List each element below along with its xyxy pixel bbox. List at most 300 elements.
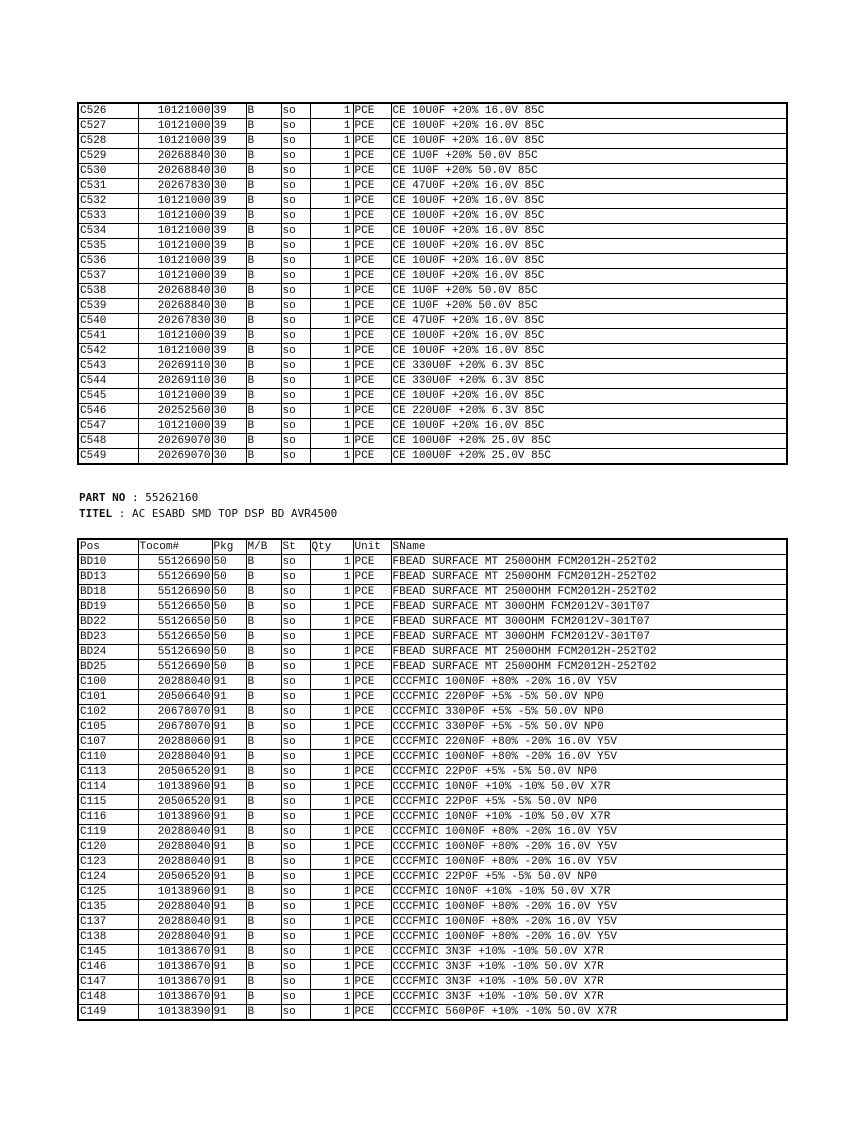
cell-unit: PCE <box>353 344 391 359</box>
table-row <box>78 885 787 900</box>
cell-st: so <box>281 254 310 269</box>
cell-st: so <box>281 374 310 389</box>
cell-tocom: 20506520 <box>138 870 212 885</box>
cell-st: so <box>281 194 310 209</box>
table-row <box>78 404 787 419</box>
cell-tocom: 20288040 <box>138 915 212 930</box>
cell-qty: 1 <box>310 735 353 750</box>
cell-sname: CE 10U0F +20% 16.0V 85C <box>391 209 787 224</box>
cell-qty: 1 <box>310 344 353 359</box>
cell-unit: PCE <box>353 314 391 329</box>
cell-unit: PCE <box>353 900 391 915</box>
cell-mb: B <box>246 194 281 209</box>
cell-pkg: 39 <box>212 269 246 284</box>
cell-unit: PCE <box>353 209 391 224</box>
cell-sname: CE 10U0F +20% 16.0V 85C <box>391 254 787 269</box>
cell-qty: 1 <box>310 930 353 945</box>
cell-qty: 1 <box>310 915 353 930</box>
cell-tocom: 10121000 <box>138 239 212 254</box>
cell-st: so <box>281 825 310 840</box>
cell-st: so <box>281 675 310 690</box>
table-row <box>78 164 787 179</box>
cell-pos: BD13 <box>78 570 138 585</box>
cell-sname: CCCFMIC 330P0F +5% -5% 50.0V NP0 <box>391 720 787 735</box>
cell-unit: PCE <box>353 149 391 164</box>
cell-pos: C125 <box>78 885 138 900</box>
cell-mb: B <box>246 329 281 344</box>
cell-unit: PCE <box>353 750 391 765</box>
cell-pos: C102 <box>78 705 138 720</box>
cell-mb: B <box>246 209 281 224</box>
table-row <box>78 134 787 149</box>
cell-tocom: 55126650 <box>138 615 212 630</box>
cell-mb: B <box>246 840 281 855</box>
cell-st: so <box>281 705 310 720</box>
cell-mb: B <box>246 344 281 359</box>
cell-pos: C101 <box>78 690 138 705</box>
cell-tocom: 10121000 <box>138 209 212 224</box>
cell-sname: FBEAD SURFACE MT 300OHM FCM2012V-301T07 <box>391 600 787 615</box>
table-row <box>78 825 787 840</box>
cell-tocom: 55126690 <box>138 645 212 660</box>
cell-tocom: 10138960 <box>138 885 212 900</box>
part-number-label: PART NO <box>79 491 126 504</box>
cell-qty: 1 <box>310 585 353 600</box>
cell-sname: FBEAD SURFACE MT 2500OHM FCM2012H-252T02 <box>391 645 787 660</box>
cell-pkg: 50 <box>212 555 246 570</box>
cell-mb: B <box>246 164 281 179</box>
table-row <box>78 119 787 134</box>
cell-sname: CCCFMIC 22P0F +5% -5% 50.0V NP0 <box>391 765 787 780</box>
cell-tocom: 10121000 <box>138 194 212 209</box>
cell-sname: CCCFMIC 10N0F +10% -10% 50.0V X7R <box>391 810 787 825</box>
table-row <box>78 299 787 314</box>
cell-tocom: 20268840 <box>138 299 212 314</box>
cell-unit: PCE <box>353 389 391 404</box>
cell-pos: C530 <box>78 164 138 179</box>
cell-unit: PCE <box>353 690 391 705</box>
cell-pkg: 91 <box>212 840 246 855</box>
cell-pkg: 30 <box>212 404 246 419</box>
table-row <box>78 149 787 164</box>
cell-sname: CE 100U0F +20% 25.0V 85C <box>391 434 787 449</box>
cell-tocom: 55126690 <box>138 570 212 585</box>
cell-unit: PCE <box>353 329 391 344</box>
col-header-sname: SName <box>391 539 787 555</box>
cell-sname: FBEAD SURFACE MT 2500OHM FCM2012H-252T02 <box>391 570 787 585</box>
cell-tocom: 10121000 <box>138 134 212 149</box>
cell-tocom: 10121000 <box>138 254 212 269</box>
cell-pos: C534 <box>78 224 138 239</box>
cell-pos: C124 <box>78 870 138 885</box>
bom-table-continued <box>77 102 788 465</box>
table-row <box>78 810 787 825</box>
cell-qty: 1 <box>310 990 353 1005</box>
cell-pos: C545 <box>78 389 138 404</box>
cell-tocom: 20288040 <box>138 900 212 915</box>
cell-tocom: 20269110 <box>138 374 212 389</box>
col-header-pos: Pos <box>78 539 138 555</box>
cell-unit: PCE <box>353 720 391 735</box>
cell-tocom: 20269070 <box>138 434 212 449</box>
cell-tocom: 20269070 <box>138 449 212 465</box>
cell-tocom: 55126690 <box>138 555 212 570</box>
cell-qty: 1 <box>310 975 353 990</box>
table-row <box>78 945 787 960</box>
cell-sname: CE 47U0F +20% 16.0V 85C <box>391 314 787 329</box>
bom-table-body <box>78 555 787 1021</box>
cell-pkg: 30 <box>212 374 246 389</box>
cell-tocom: 20288040 <box>138 840 212 855</box>
cell-st: so <box>281 555 310 570</box>
table-row <box>78 209 787 224</box>
cell-qty: 1 <box>310 720 353 735</box>
cell-pkg: 50 <box>212 585 246 600</box>
cell-pkg: 91 <box>212 705 246 720</box>
cell-sname: CCCFMIC 100N0F +80% -20% 16.0V Y5V <box>391 915 787 930</box>
cell-qty: 1 <box>310 945 353 960</box>
cell-qty: 1 <box>310 855 353 870</box>
cell-tocom: 10138670 <box>138 975 212 990</box>
cell-qty: 1 <box>310 825 353 840</box>
cell-pkg: 39 <box>212 254 246 269</box>
cell-pkg: 30 <box>212 449 246 465</box>
table-row <box>78 555 787 570</box>
cell-pkg: 50 <box>212 600 246 615</box>
cell-sname: CCCFMIC 3N3F +10% -10% 50.0V X7R <box>391 945 787 960</box>
col-header-unit: Unit <box>353 539 391 555</box>
cell-pos: C546 <box>78 404 138 419</box>
cell-pos: C120 <box>78 840 138 855</box>
cell-pos: C533 <box>78 209 138 224</box>
cell-mb: B <box>246 1005 281 1021</box>
cell-pkg: 91 <box>212 930 246 945</box>
cell-pos: C105 <box>78 720 138 735</box>
cell-mb: B <box>246 885 281 900</box>
cell-pos: C116 <box>78 810 138 825</box>
table-row <box>78 239 787 254</box>
cell-pos: C123 <box>78 855 138 870</box>
cell-pos: BD23 <box>78 630 138 645</box>
cell-unit: PCE <box>353 810 391 825</box>
cell-unit: PCE <box>353 103 391 119</box>
cell-pos: C135 <box>78 900 138 915</box>
cell-pos: C100 <box>78 675 138 690</box>
cell-unit: PCE <box>353 119 391 134</box>
table-row <box>78 194 787 209</box>
cell-pos: BD18 <box>78 585 138 600</box>
cell-qty: 1 <box>310 299 353 314</box>
cell-qty: 1 <box>310 179 353 194</box>
cell-unit: PCE <box>353 404 391 419</box>
cell-st: so <box>281 840 310 855</box>
cell-pkg: 30 <box>212 359 246 374</box>
cell-tocom: 20288040 <box>138 675 212 690</box>
cell-st: so <box>281 209 310 224</box>
cell-sname: CCCFMIC 22P0F +5% -5% 50.0V NP0 <box>391 795 787 810</box>
cell-qty: 1 <box>310 209 353 224</box>
bom-table-continued-body <box>78 103 787 464</box>
cell-mb: B <box>246 314 281 329</box>
cell-tocom: 10121000 <box>138 103 212 119</box>
table-row <box>78 600 787 615</box>
cell-pkg: 30 <box>212 284 246 299</box>
cell-mb: B <box>246 750 281 765</box>
col-header-tocom: Tocom# <box>138 539 212 555</box>
cell-unit: PCE <box>353 419 391 434</box>
cell-pos: BD22 <box>78 615 138 630</box>
cell-tocom: 10138960 <box>138 780 212 795</box>
cell-unit: PCE <box>353 179 391 194</box>
cell-unit: PCE <box>353 945 391 960</box>
title-value: AC ESABD SMD TOP DSP BD AVR4500 <box>132 507 338 520</box>
cell-sname: CCCFMIC 100N0F +80% -20% 16.0V Y5V <box>391 750 787 765</box>
cell-qty: 1 <box>310 555 353 570</box>
cell-pos: C547 <box>78 419 138 434</box>
cell-sname: CE 10U0F +20% 16.0V 85C <box>391 389 787 404</box>
cell-st: so <box>281 359 310 374</box>
cell-unit: PCE <box>353 555 391 570</box>
cell-qty: 1 <box>310 780 353 795</box>
cell-pkg: 39 <box>212 344 246 359</box>
cell-sname: CE 10U0F +20% 16.0V 85C <box>391 134 787 149</box>
cell-st: so <box>281 269 310 284</box>
cell-pkg: 91 <box>212 825 246 840</box>
cell-pkg: 91 <box>212 810 246 825</box>
cell-mb: B <box>246 945 281 960</box>
title-label: TITEL <box>79 507 113 520</box>
cell-mb: B <box>246 900 281 915</box>
cell-qty: 1 <box>310 900 353 915</box>
table-row <box>78 284 787 299</box>
table-row <box>78 389 787 404</box>
table-row <box>78 630 787 645</box>
table-row <box>78 750 787 765</box>
cell-qty: 1 <box>310 750 353 765</box>
cell-qty: 1 <box>310 840 353 855</box>
cell-tocom: 20252560 <box>138 404 212 419</box>
cell-sname: CE 10U0F +20% 16.0V 85C <box>391 119 787 134</box>
cell-unit: PCE <box>353 374 391 389</box>
cell-unit: PCE <box>353 975 391 990</box>
cell-qty: 1 <box>310 765 353 780</box>
cell-mb: B <box>246 990 281 1005</box>
table-row <box>78 179 787 194</box>
cell-pos: C114 <box>78 780 138 795</box>
cell-mb: B <box>246 810 281 825</box>
table-row <box>78 855 787 870</box>
cell-sname: CE 10U0F +20% 16.0V 85C <box>391 239 787 254</box>
cell-mb: B <box>246 645 281 660</box>
table-row <box>78 359 787 374</box>
cell-pkg: 91 <box>212 975 246 990</box>
cell-qty: 1 <box>310 645 353 660</box>
cell-unit: PCE <box>353 194 391 209</box>
cell-tocom: 10121000 <box>138 419 212 434</box>
cell-unit: PCE <box>353 630 391 645</box>
cell-unit: PCE <box>353 284 391 299</box>
cell-pos: C115 <box>78 795 138 810</box>
cell-st: so <box>281 660 310 675</box>
cell-mb: B <box>246 795 281 810</box>
cell-qty: 1 <box>310 630 353 645</box>
cell-sname: CCCFMIC 10N0F +10% -10% 50.0V X7R <box>391 885 787 900</box>
cell-sname: CCCFMIC 100N0F +80% -20% 16.0V Y5V <box>391 930 787 945</box>
cell-sname: CE 330U0F +20% 6.3V 85C <box>391 359 787 374</box>
cell-sname: CCCFMIC 100N0F +80% -20% 16.0V Y5V <box>391 900 787 915</box>
cell-qty: 1 <box>310 119 353 134</box>
cell-pkg: 30 <box>212 164 246 179</box>
table-row <box>78 329 787 344</box>
cell-qty: 1 <box>310 254 353 269</box>
cell-sname: CE 1U0F +20% 50.0V 85C <box>391 284 787 299</box>
cell-pkg: 91 <box>212 870 246 885</box>
cell-qty: 1 <box>310 705 353 720</box>
cell-pkg: 39 <box>212 209 246 224</box>
cell-pkg: 91 <box>212 690 246 705</box>
cell-unit: PCE <box>353 705 391 720</box>
cell-sname: CCCFMIC 100N0F +80% -20% 16.0V Y5V <box>391 825 787 840</box>
cell-qty: 1 <box>310 149 353 164</box>
cell-st: so <box>281 119 310 134</box>
cell-mb: B <box>246 254 281 269</box>
table-row <box>78 645 787 660</box>
cell-pos: C540 <box>78 314 138 329</box>
title-separator: : <box>112 507 132 520</box>
cell-mb: B <box>246 374 281 389</box>
table-row <box>78 269 787 284</box>
cell-mb: B <box>246 705 281 720</box>
cell-st: so <box>281 389 310 404</box>
cell-unit: PCE <box>353 855 391 870</box>
cell-sname: CE 10U0F +20% 16.0V 85C <box>391 194 787 209</box>
cell-st: so <box>281 765 310 780</box>
cell-pkg: 91 <box>212 720 246 735</box>
cell-qty: 1 <box>310 224 353 239</box>
cell-mb: B <box>246 600 281 615</box>
cell-pkg: 39 <box>212 239 246 254</box>
cell-st: so <box>281 645 310 660</box>
cell-qty: 1 <box>310 660 353 675</box>
col-header-st: St <box>281 539 310 555</box>
cell-st: so <box>281 164 310 179</box>
cell-tocom: 20288040 <box>138 825 212 840</box>
cell-pkg: 91 <box>212 945 246 960</box>
cell-sname: CCCFMIC 22P0F +5% -5% 50.0V NP0 <box>391 870 787 885</box>
table-row <box>78 419 787 434</box>
cell-st: so <box>281 975 310 990</box>
cell-sname: CCCFMIC 3N3F +10% -10% 50.0V X7R <box>391 990 787 1005</box>
cell-pkg: 91 <box>212 780 246 795</box>
cell-st: so <box>281 600 310 615</box>
cell-unit: PCE <box>353 359 391 374</box>
table-row <box>78 870 787 885</box>
cell-mb: B <box>246 299 281 314</box>
table-row <box>78 735 787 750</box>
cell-st: so <box>281 103 310 119</box>
table-row <box>78 960 787 975</box>
col-header-pkg: Pkg <box>212 539 246 555</box>
cell-st: so <box>281 224 310 239</box>
cell-sname: FBEAD SURFACE MT 300OHM FCM2012V-301T07 <box>391 615 787 630</box>
cell-tocom: 20506640 <box>138 690 212 705</box>
cell-sname: CCCFMIC 3N3F +10% -10% 50.0V X7R <box>391 975 787 990</box>
cell-qty: 1 <box>310 134 353 149</box>
cell-tocom: 55126690 <box>138 660 212 675</box>
cell-mb: B <box>246 930 281 945</box>
cell-pos: BD10 <box>78 555 138 570</box>
cell-st: so <box>281 149 310 164</box>
cell-mb: B <box>246 359 281 374</box>
cell-unit: PCE <box>353 615 391 630</box>
cell-qty: 1 <box>310 449 353 465</box>
table-row <box>78 585 787 600</box>
cell-mb: B <box>246 103 281 119</box>
cell-sname: CE 10U0F +20% 16.0V 85C <box>391 329 787 344</box>
cell-tocom: 20506520 <box>138 765 212 780</box>
cell-unit: PCE <box>353 960 391 975</box>
table-row <box>78 103 787 119</box>
cell-qty: 1 <box>310 314 353 329</box>
cell-sname: CE 220U0F +20% 6.3V 85C <box>391 404 787 419</box>
cell-st: so <box>281 299 310 314</box>
cell-pos: C548 <box>78 434 138 449</box>
cell-pkg: 50 <box>212 645 246 660</box>
cell-pos: C541 <box>78 329 138 344</box>
bom-table-header-row <box>78 539 787 555</box>
cell-sname: CE 10U0F +20% 16.0V 85C <box>391 269 787 284</box>
cell-tocom: 10138960 <box>138 810 212 825</box>
cell-st: so <box>281 615 310 630</box>
cell-tocom: 20268840 <box>138 284 212 299</box>
cell-tocom: 10121000 <box>138 119 212 134</box>
cell-mb: B <box>246 555 281 570</box>
cell-tocom: 10138390 <box>138 1005 212 1021</box>
cell-qty: 1 <box>310 885 353 900</box>
cell-tocom: 10121000 <box>138 269 212 284</box>
cell-st: so <box>281 329 310 344</box>
cell-tocom: 10121000 <box>138 344 212 359</box>
cell-st: so <box>281 720 310 735</box>
cell-pkg: 91 <box>212 900 246 915</box>
cell-unit: PCE <box>353 269 391 284</box>
cell-unit: PCE <box>353 990 391 1005</box>
cell-unit: PCE <box>353 930 391 945</box>
cell-qty: 1 <box>310 194 353 209</box>
cell-st: so <box>281 179 310 194</box>
cell-st: so <box>281 134 310 149</box>
cell-unit: PCE <box>353 164 391 179</box>
cell-tocom: 20288040 <box>138 930 212 945</box>
cell-sname: CE 330U0F +20% 6.3V 85C <box>391 374 787 389</box>
cell-pkg: 91 <box>212 960 246 975</box>
cell-pkg: 91 <box>212 675 246 690</box>
cell-qty: 1 <box>310 269 353 284</box>
cell-tocom: 10121000 <box>138 329 212 344</box>
cell-st: so <box>281 1005 310 1021</box>
cell-unit: PCE <box>353 915 391 930</box>
table-row <box>78 224 787 239</box>
cell-unit: PCE <box>353 134 391 149</box>
cell-mb: B <box>246 690 281 705</box>
cell-pkg: 39 <box>212 103 246 119</box>
cell-unit: PCE <box>353 735 391 750</box>
cell-mb: B <box>246 119 281 134</box>
cell-mb: B <box>246 149 281 164</box>
cell-unit: PCE <box>353 239 391 254</box>
cell-tocom: 20506520 <box>138 795 212 810</box>
table-row <box>78 314 787 329</box>
